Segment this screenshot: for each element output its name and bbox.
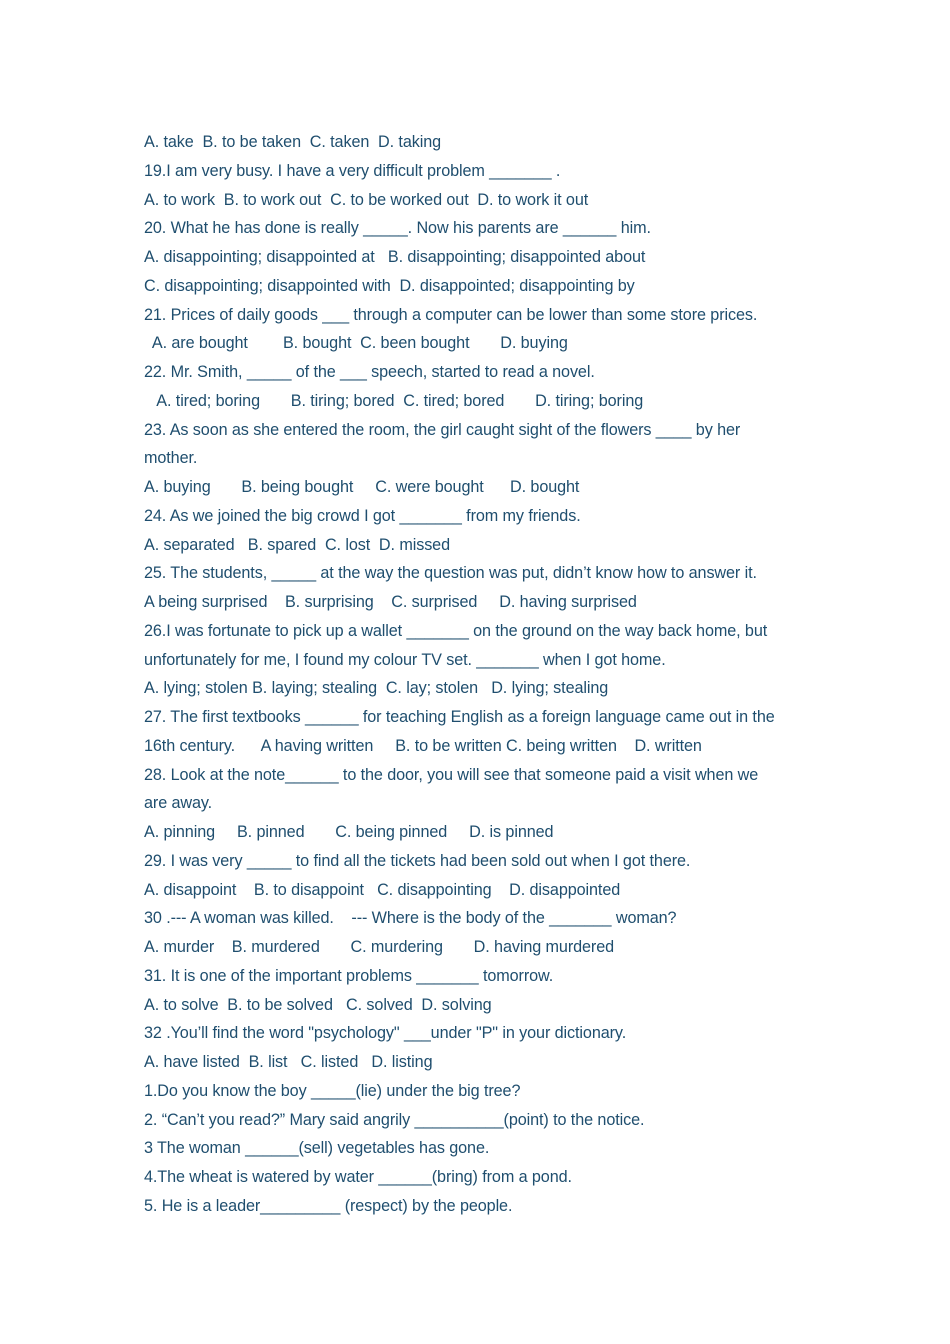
text-line: A. disappoint B. to disappoint C. disappointing D. disappointed [144,880,621,899]
text-line: 27. The first textbooks ______ for teaching English as a foreign language came out in the [144,708,775,726]
text-line: are away. [144,794,213,813]
text-line: 16th century. A having written B. to be written C. being written D. written [144,736,702,755]
text-line: 25. The students, _____ at the way the question was put, didn’t know how to answer it. [144,564,757,583]
text-line: 30 .--- A woman was killed. --- Where is the body of the _______ woman? [144,909,677,928]
text-line: A. to solve B. to be solved C. solved D. solving [144,995,492,1014]
text-line: unfortunately for me, I found my colour TV set. _______ when I got home. [144,650,666,669]
text-line: 29. I was very _____ to find all the tickets had been sold out when I got there. [144,851,691,870]
text-line: 21. Prices of daily goods ___ through a computer can be lower than some store prices. [144,305,758,324]
text-line: A. have listed B. list C. listed D. listing [144,1053,433,1071]
text-line: 26.I was fortunate to pick up a wallet _______ on the ground on the way back home, but [144,621,768,640]
text-line: 5. He is a leader_________ (respect) by the people. [144,1196,513,1215]
text-line: 22. Mr. Smith, _____ of the ___ speech, started to read a novel. [144,363,595,381]
text-line: A. pinning B. pinned C. being pinned D. is pinned [144,823,554,841]
text-line: 4.The wheat is watered by water ______(bring) from a pond. [144,1168,572,1186]
text-line: A. buying B. being bought C. were bought D. bought [144,478,580,496]
text-line: mother. [144,449,198,468]
text-line: 20. What he has done is really _____. Now his parents are ______ him. [144,219,651,238]
text-line: A. to work B. to work out C. to be worked out D. to work it out [144,190,589,209]
text-line: A. are bought B. bought C. been bought D. buying [144,334,568,353]
text-line: 24. As we joined the big crowd I got _______ from my friends. [144,506,581,525]
text-line: A. murder B. murdered C. murdering D. having murdered [144,938,615,956]
text-line: C. disappointing; disappointed with D. disappointed; disappointing by [144,276,635,295]
text-line: 1.Do you know the boy _____(lie) under the big tree? [144,1081,521,1100]
text-line: 3 The woman ______(sell) vegetables has gone. [144,1139,490,1158]
text-line: A. take B. to be taken C. taken D. taking [144,133,442,151]
text-line: 31. It is one of the important problems _______ tomorrow. [144,966,554,985]
text-line: A. disappointing; disappointed at B. disappointing; disappointed about [144,248,646,266]
text-line: A. tired; boring B. tiring; bored C. tired; bored D. tiring; boring [144,391,644,410]
text-line: A. lying; stolen B. laying; stealing C. lay; stolen D. lying; stealing [144,679,609,698]
text-line: 23. As soon as she entered the room, the girl caught sight of the flowers ____ by her [144,420,741,439]
text-line: 2. “Can’t you read?” Mary said angrily __________(point) to the notice. [144,1110,645,1129]
text-line: 19.I am very busy. I have a very difficult problem _______ . [144,161,561,180]
exercise-text [0,128,950,1221]
text-line: 28. Look at the note______ to the door, you will see that someone paid a visit when we [144,765,759,784]
text-line: A. separated B. spared C. lost D. missed [144,535,450,554]
text-line: A being surprised B. surprising C. surprised D. having surprised [144,593,637,611]
text-line: 32 .You’ll find the word "psychology" ___under "P" in your dictionary. [144,1024,627,1043]
